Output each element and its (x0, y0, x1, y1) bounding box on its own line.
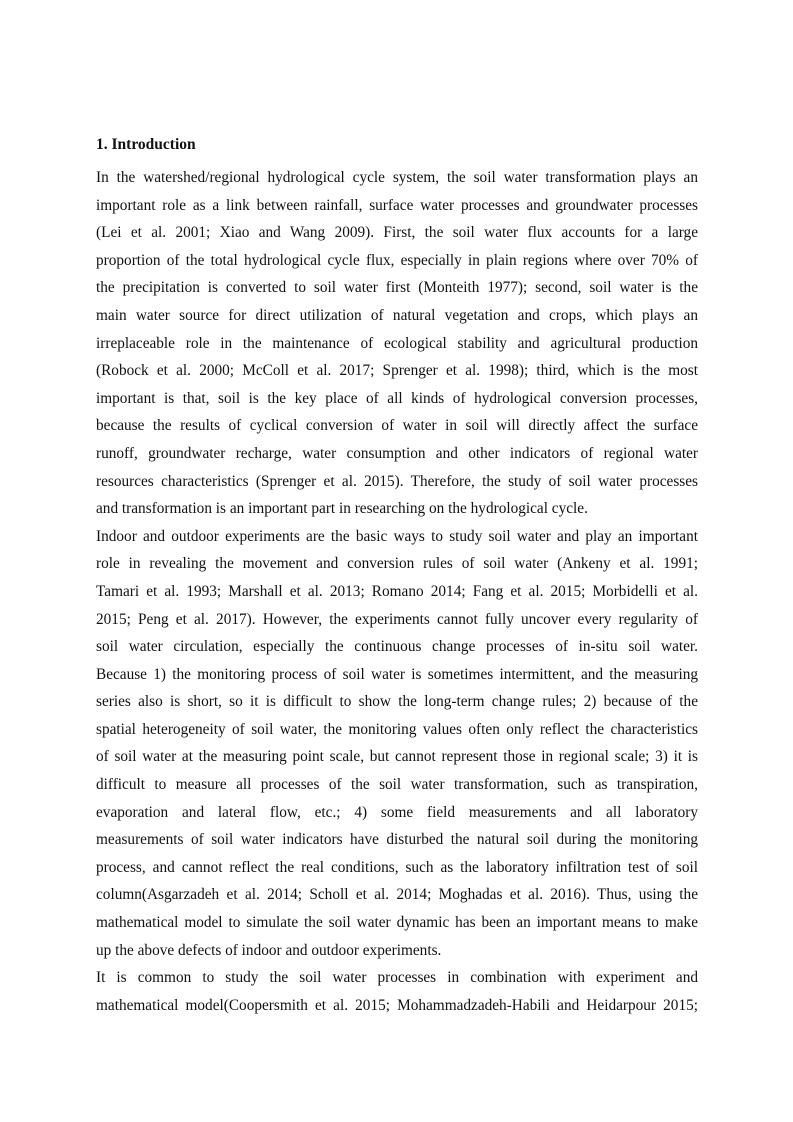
text-line: (Lei et al. 2001; Xiao and Wang 2009). First, the soil water flux accounts for a large (96, 224, 698, 242)
text-line: Indoor and outdoor experiments are the basic ways to study soil water and play an important (96, 527, 698, 545)
text-line: important is that, soil is the key place of all kinds of hydrological conversion processes, (96, 389, 698, 407)
text-line: process, and cannot reflect the real conditions, such as the laboratory infiltration test of soil (96, 858, 698, 876)
text-line: measurements of soil water indicators have disturbed the natural soil during the monitoring (96, 831, 698, 849)
text-line: main water source for direct utilization of natural vegetation and crops, which plays an (96, 306, 698, 324)
text-line: role in revealing the movement and conversion rules of soil water (Ankeny et al. 1991; (96, 555, 698, 573)
text-line: up the above defects of indoor and outdoor experiments. (96, 941, 442, 959)
text-line: resources characteristics (Sprenger et al. 2015). Therefore, the study of soil water processes (96, 472, 698, 490)
section-heading: 1. Introduction (96, 136, 196, 153)
paragraph-2 (96, 523, 698, 965)
text-line: because the results of cyclical conversion of water in soil will directly affect the surface (96, 417, 698, 435)
text-line: spatial heterogeneity of soil water, the monitoring values often only reflect the characteristics (96, 720, 698, 738)
text-line: Tamari et al. 1993; Marshall et al. 2013; Romano 2014; Fang et al. 2015; Morbidelli et al. (96, 582, 698, 600)
text-line: 2015; Peng et al. 2017). However, the experiments cannot fully uncover every regularity of (96, 610, 698, 628)
text-line: soil water circulation, especially the continuous change processes of in-situ soil water. (96, 638, 698, 656)
text-line: the precipitation is converted to soil water first (Monteith 1977); second, soil water is the (96, 279, 698, 297)
document-body (96, 134, 698, 1019)
text-line: In the watershed/regional hydrological cycle system, the soil water transformation plays an (96, 169, 698, 186)
text-line: proportion of the total hydrological cycle flux, especially in plain regions where over 70% of (96, 251, 698, 269)
text-line: (Robock et al. 2000; McColl et al. 2017; Sprenger et al. 1998); third, which is the most (96, 362, 698, 380)
text-line: runoff, groundwater recharge, water consumption and other indicators of regional water (96, 444, 698, 462)
text-line: Because 1) the monitoring process of soil water is sometimes intermittent, and the measuring (96, 665, 698, 683)
text-line: important role as a link between rainfall, surface water processes and groundwater processes (96, 196, 698, 214)
text-line: It is common to study the soil water processes in combination with experiment and (96, 969, 698, 987)
paragraph-3 (96, 964, 698, 1019)
text-line: evaporation and lateral flow, etc.; 4) some field measurements and all laboratory (96, 803, 698, 821)
text-line: series also is short, so it is difficult to show the long-term change rules; 2) because of the (96, 693, 698, 711)
text-line: column(Asgarzadeh et al. 2014; Scholl et al. 2014; Moghadas et al. 2016). Thus, using the (96, 886, 698, 904)
text-line: mathematical model(Coopersmith et al. 2015; Mohammadzadeh-Habili and Heidarpour 2015; (96, 996, 698, 1014)
text-line: and transformation is an important part in researching on the hydrological cycle. (96, 500, 588, 518)
text-line: mathematical model to simulate the soil water dynamic has been an important means to make (96, 914, 698, 932)
text-line: irreplaceable role in the maintenance of ecological stability and agricultural production (96, 334, 698, 352)
paragraph-container (96, 164, 698, 1019)
paragraph-1 (96, 164, 698, 523)
text-line: difficult to measure all processes of the soil water transformation, such as transpiration, (96, 776, 698, 794)
text-line: of soil water at the measuring point scale, but cannot represent those in regional scale; 3) it is (96, 748, 698, 766)
